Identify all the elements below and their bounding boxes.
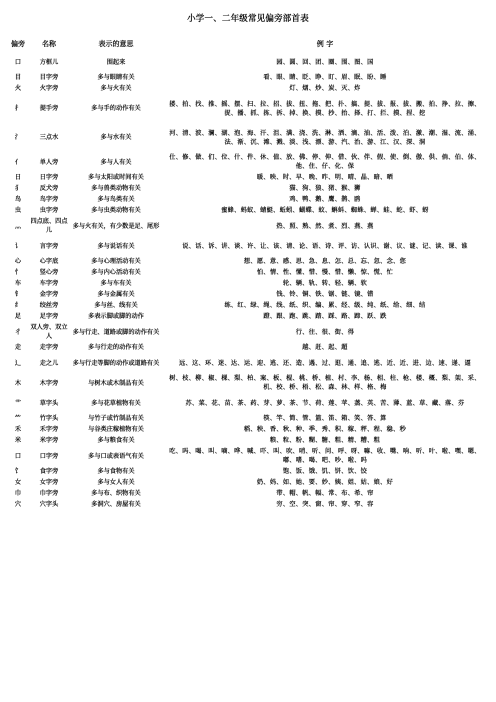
meaning-cell: 围起来: [106, 58, 126, 66]
header-meaning: 表示的意思: [98, 40, 134, 48]
name-cell: 方框儿: [39, 58, 59, 66]
radical-cell: 讠: [14, 242, 22, 250]
radical-cell: 扌: [14, 105, 22, 112]
meaning-cell: 多与口或表语气有关: [88, 452, 144, 460]
examples-cell: 热、照、熟、然、煮、烈、燕、燕: [276, 222, 374, 230]
meaning-cell: 多与心理活动有关: [91, 258, 141, 265]
examples-cell: 吃、吗、喝、叫、嘀、哗、喊、吓、叫、吹、哨、听、问、呼、呀、嘛、收、嘴、响、听、叶、啦、嘿、嗯、嘟、嗜、喝、吧、吵、啦、吗: [169, 448, 481, 464]
table-row: [8, 322, 488, 342]
meaning-cell: 多与水有关: [100, 134, 132, 141]
page-title: 小学一、二年级常见偏旁部首表: [187, 14, 309, 24]
radical-cell: 火: [14, 85, 22, 92]
meaning-cell: 多与眼睛有关: [97, 74, 135, 81]
header-radical: 偏旁: [11, 40, 25, 48]
examples-cell: 钱、铃、铜、铁、锯、链、镜、错: [276, 291, 374, 298]
meaning-cell: 多与内心活动有关: [91, 269, 141, 276]
header-name: 名称: [42, 40, 56, 48]
examples-cell: 练、红、绿、绳、线、纸、织、编、累、经、级、纯、纸、给、细、结: [224, 302, 426, 309]
meaning-cell: 与谷类庄稼植物有关: [88, 426, 144, 433]
radical-cell: 禾: [14, 426, 22, 433]
radical-cell: 口: [14, 452, 22, 460]
name-cell: 口字旁: [39, 452, 59, 460]
meaning-cell: 多与布、织物有关: [91, 490, 141, 497]
table-row: [8, 413, 488, 424]
examples-cell: 树、枝、柳、椒、棵、梨、柏、案、板、棍、桃、桥、植、村、李、杨、相、柱、枪、楼、概、梨、架、采、机、校、桥、梧、松、森、林、样、格、梅: [169, 375, 481, 391]
table-row: [8, 152, 488, 172]
radical-cell: 心: [14, 258, 22, 265]
meaning-cell: 多与兽类动物有关: [91, 185, 141, 192]
examples-cell: 穷、空、突、窗、帘、穿、窄、容: [276, 501, 374, 508]
radical-cell: 走: [14, 344, 22, 351]
table-row: [8, 488, 488, 499]
table-row: [8, 300, 488, 311]
meaning-cell: 多与鸟类有关: [97, 196, 135, 203]
examples-cell: 蹬、跟、跑、跳、踏、踩、路、蹄、跃、跌: [263, 313, 387, 320]
table-row: [8, 424, 488, 435]
name-cell: 单人旁: [39, 158, 59, 166]
name-cell: 绞丝旁: [39, 302, 59, 309]
radical-cell: 虫: [14, 207, 22, 214]
table-row: [8, 466, 488, 477]
table-row: [8, 194, 488, 205]
examples-cell: 苏、菜、花、苗、茶、药、芽、萝、茶、节、荷、莲、苹、蒸、英、苦、薄、蓝、草、藏、落、芬: [185, 399, 465, 407]
table-row: [8, 256, 488, 267]
radical-cell: 日: [14, 174, 22, 181]
meaning-cell: 与竹子或竹制品有关: [88, 415, 144, 422]
name-cell: 反犬旁: [39, 185, 59, 192]
radical-cell: 灬: [14, 222, 22, 230]
table-row: [8, 267, 488, 278]
name-cell: 言字旁: [39, 242, 59, 250]
radical-cell: 木: [14, 379, 22, 387]
table-row: [8, 72, 488, 83]
name-cell: 金字旁: [39, 291, 59, 298]
examples-cell: 行、往、很、街、得: [295, 328, 355, 336]
table-row: [8, 236, 488, 256]
table-body: [8, 52, 488, 510]
name-cell: 竹字头: [39, 415, 59, 422]
table-row: [8, 83, 488, 94]
examples-cell: 稻、秧、香、秋、种、季、秀、积、稼、秤、程、稳、秒: [243, 426, 407, 433]
table-header-row: [8, 36, 488, 52]
radical-cell: 饣: [14, 468, 22, 475]
meaning-cell: 多洞穴、房屋有关: [91, 501, 141, 508]
meaning-cell: 多与人有关: [100, 158, 132, 166]
table-row: [8, 94, 488, 123]
meaning-cell: 多与车有关: [100, 280, 132, 287]
meaning-cell: 多与花草植物有关: [91, 399, 141, 407]
table-row: [8, 183, 488, 194]
radical-cell: 彳: [14, 328, 22, 336]
radical-cell: 足: [14, 313, 22, 320]
meaning-cell: 多与女人有关: [97, 479, 135, 486]
meaning-cell: 多与行走、道路或脚的动作有关: [72, 328, 160, 336]
examples-cell: 河、清、波、澜、湖、泡、海、汗、沮、满、浇、洗、淋、洒、滴、油、活、泼、泊、激、潮、湿、流、涌、法、渐、沉、滩、溅、淡、浅、漂、游、汽、治、游、江、汉、深、洞: [169, 129, 481, 146]
name-cell: 鸟字旁: [39, 196, 59, 203]
name-cell: 木字旁: [39, 379, 59, 387]
examples-cell: 看、眼、睛、眨、睁、盯、眉、眠、盼、睡: [263, 74, 387, 81]
radical-table: [8, 36, 488, 510]
radical-cell: 车: [14, 280, 22, 287]
table-row: [8, 373, 488, 393]
radical-cell: 目: [14, 74, 22, 81]
examples-cell: 暖、映、时、早、晚、昨、明、晴、晶、暗、晒: [256, 174, 394, 181]
meaning-cell: 多与丝、线有关: [94, 302, 138, 309]
table-row: [8, 172, 488, 183]
examples-cell: 园、圆、回、团、圈、围、图、国: [276, 58, 374, 66]
name-cell: 足字旁: [39, 313, 59, 320]
name-cell: 食字旁: [39, 468, 59, 475]
radical-cell: 犭: [14, 185, 22, 192]
name-cell: 巾字旁: [39, 490, 59, 497]
radical-cell: 氵: [14, 134, 22, 141]
meaning-cell: 多与火有关: [100, 85, 132, 92]
meaning-cell: 多与虫类动物有关: [91, 207, 141, 214]
radical-cell: 巾: [14, 490, 22, 497]
meaning-cell: 多与食物有关: [97, 468, 135, 475]
meaning-cell: 多与金属有关: [97, 291, 135, 298]
examples-cell: 越、赶、起、超: [302, 344, 348, 351]
name-cell: 四点底、四点儿: [30, 218, 68, 234]
table-row: [8, 393, 488, 413]
examples-cell: 想、愿、意、感、思、急、息、怎、总、忘、忽、念、您: [243, 258, 407, 265]
radical-cell: 米: [14, 437, 22, 444]
radical-cell: 鸟: [14, 196, 22, 203]
table-row: [8, 52, 488, 72]
name-cell: 草字头: [39, 399, 59, 407]
table-row: [8, 499, 488, 510]
table-row: [8, 278, 488, 289]
radical-cell: 穴: [14, 501, 22, 508]
name-cell: 心字底: [39, 258, 59, 265]
examples-cell: 轮、辆、轨、转、轻、辆、软: [282, 280, 368, 287]
radical-cell: 辶: [14, 359, 22, 367]
meaning-cell: 与树木或木制品有关: [88, 379, 144, 387]
table-row: [8, 477, 488, 488]
examples-cell: 筷、竿、简、管、篮、笛、箱、笑、答、算: [263, 415, 387, 422]
name-cell: 女字旁: [39, 479, 59, 486]
meaning-cell: 多与粮食有关: [97, 437, 135, 444]
name-cell: 三点水: [39, 134, 59, 141]
meaning-cell: 多与行走的动作有关: [88, 344, 144, 351]
radical-cell: 钅: [14, 291, 22, 298]
table-row: [8, 435, 488, 446]
meaning-cell: 多与说话有关: [97, 242, 135, 250]
examples-cell: 灯、烟、炒、炭、灭、炸: [289, 85, 361, 92]
radical-cell: 亻: [14, 158, 22, 166]
name-cell: 竖心旁: [39, 269, 59, 276]
examples-cell: 怕、情、性、懂、惜、慢、惜、懒、惊、慌、忙: [256, 269, 394, 276]
radical-cell: 口: [14, 58, 22, 66]
meaning-cell: 多与太阳或时间有关: [88, 174, 144, 181]
name-cell: 双人旁、双立人: [30, 324, 68, 340]
table-row: [8, 342, 488, 353]
name-cell: 米字旁: [39, 437, 59, 444]
table-row: [8, 123, 488, 152]
radical-cell: 纟: [14, 302, 22, 309]
examples-cell: 蜜蜂、蚂蚁、蜻蜓、蚯蚓、蝴蝶、蚊、蝌蚪、蜘蛛、蝉、蛙、蛇、虾、蚜: [221, 207, 429, 214]
examples-cell: 带、帽、帆、幅、常、布、希、帘: [276, 490, 374, 497]
table-row: [8, 446, 488, 466]
name-cell: 日字旁: [39, 174, 59, 181]
radical-cell: 忄: [14, 269, 22, 276]
examples-cell: 猫、狗、狼、猪、猴、狮: [289, 185, 361, 192]
header-examples: 例 字: [316, 40, 334, 48]
examples-cell: 饱、饭、饿、饥、饼、饮、饺: [282, 468, 368, 475]
name-cell: 穴字头: [39, 501, 59, 508]
meaning-cell: 多与手的动作有关: [91, 105, 141, 112]
examples-cell: 粮、粒、粉、糊、糖、粗、精、糟、粗: [269, 437, 381, 444]
examples-cell: 鸡、鸭、鹅、鹰、鹊、鸥: [289, 196, 361, 203]
meaning-cell: 多表示脚或脚的动作: [88, 313, 144, 320]
radical-cell: 女: [14, 479, 22, 486]
table-row: [8, 216, 488, 236]
examples-cell: 仕、修、做、们、位、什、件、休、值、放、佛、停、伸、借、伙、伴、假、使、倒、傲、供、倘、伯、体、他、住、仔、化、保: [169, 154, 481, 170]
name-cell: 禾字旁: [39, 426, 59, 433]
name-cell: 提手旁: [39, 105, 59, 112]
radical-cell: 艹: [14, 399, 22, 407]
table-row: [8, 289, 488, 300]
name-cell: 火字旁: [39, 85, 59, 92]
table-row: [8, 205, 488, 216]
name-cell: 目字旁: [39, 74, 59, 81]
radical-cell: ⺮: [14, 415, 22, 422]
examples-cell: 奶、妈、如、她、要、妙、姨、姐、姑、娘、好: [256, 479, 394, 486]
meaning-cell: 多与火有关，有少数是足、尾形: [72, 222, 160, 230]
table-row: [8, 311, 488, 322]
examples-cell: 远、这、环、迷、达、运、迎、逃、还、造、遇、过、逛、通、追、逃、近、近、进、边、速、递、逼: [179, 359, 471, 367]
examples-cell: 搂、拍、找、推、摇、摆、扫、拉、招、拔、扭、拖、把、扑、搞、提、拔、报、拔、搬、拍、挣、拉、擦、捉、播、抓、拣、拆、掉、换、摸、抄、抬、择、打、拦、摸、捏、挖: [169, 100, 481, 117]
meaning-cell: 多与行走等脚的动作或道路有关: [72, 359, 160, 367]
examples-cell: 说、话、诉、讲、谈、许、让、该、请、论、语、诗、评、访、认识、谢、议、谜、记、读、课、谁: [182, 242, 468, 250]
name-cell: 虫字旁: [39, 207, 59, 214]
name-cell: 走之儿: [39, 359, 59, 367]
name-cell: 走字旁: [39, 344, 59, 351]
table-row: [8, 353, 488, 373]
name-cell: 车字旁: [39, 280, 59, 287]
